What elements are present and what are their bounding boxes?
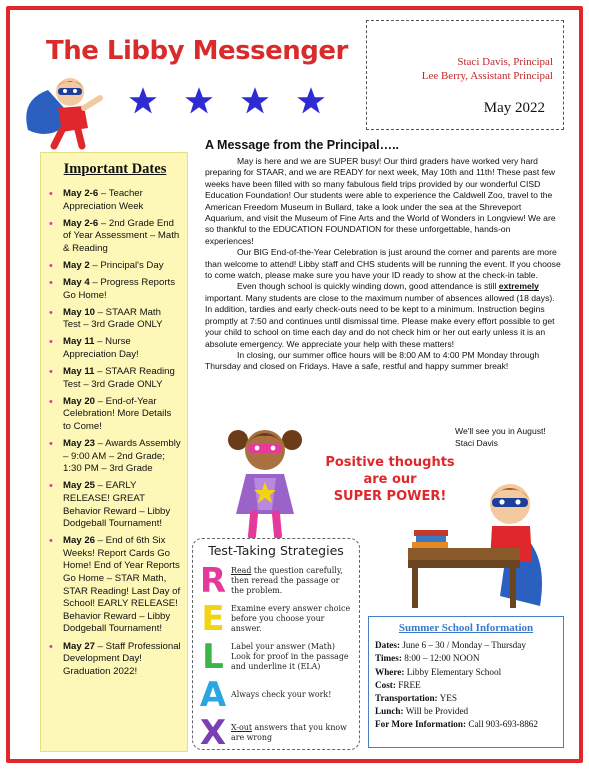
newsletter-title: The Libby Messenger <box>46 36 348 66</box>
strategy-letter: R <box>199 561 227 601</box>
summer-info-row: Lunch: Will be Provided <box>375 706 469 717</box>
date-item: • May 2-6 – Teacher Appreciation Week <box>49 188 181 213</box>
strategy-text: X-out answers that you know are wrong <box>231 723 347 742</box>
principal-name: Staci Davis, Principal <box>457 56 553 68</box>
message-paragraph: Our BIG End-of-the-Year Celebration is just around the corner and parents are more than welcome to attend! Libby staff and CHS students will be running the event. If you choose to come watch, please make sure you have your ID ready to show at the check-in table. <box>205 247 561 281</box>
star-icon <box>240 86 270 116</box>
slogan: Positive thoughts are our SUPER POWER! <box>325 455 455 504</box>
date-item: • May 11 – Nurse Appreciation Day! <box>49 336 181 361</box>
superhero-boy-illustration <box>18 70 108 150</box>
message-paragraph: Even though school is quickly winding down, good attendance is still extremely important. Many students are close to the maximum number of absences allowed (18 days). In addition, tardies and early check-outs need to be kept to a minimum. Instruction begins promptly at 7:50 and continues until dismissal time. Please make every effort possible to get your child to school on time each day and do not check him or her out early unless it is an absolute emergency. We appreciate your help with these matters! <box>205 281 555 349</box>
summer-school-info <box>368 616 564 748</box>
date-item: • May 27 – Staff Professional Development Day! Graduation 2022! <box>49 641 181 679</box>
summer-info-row: Cost: FREE <box>375 679 421 690</box>
assistant-principal-name: Lee Berry, Assistant Principal <box>421 70 553 82</box>
important-dates-title: Important Dates <box>63 161 167 177</box>
summer-info-row: Where: Libby Elementary School <box>375 666 502 677</box>
date-item: • May 23 – Awards Assembly – 9:00 AM – 2nd Grade; 1:30 PM – 3rd Grade <box>49 438 181 476</box>
strategy-text: Always check your work! <box>231 690 332 699</box>
boy-at-desk-illustration <box>400 466 560 616</box>
strategy-row <box>199 714 353 752</box>
message-title: A Message from the Principal….. <box>205 138 400 152</box>
test-taking-strategies <box>192 538 360 753</box>
message-paragraph: May is here and we are SUPER busy! Our third graders have worked very hard preparing for STAAR, and we are READY for next week, May 10th and 11th! These past few weeks have been filled with so many fabulous field trips provided by our wonderful CISD Education Foundation! Our students were able to experience the Caldwell Zoo, travel to the American Freedom Museum in Bullard, take a look under the sea at the Shreveport Aquarium, and visit the Museum of Fine Arts and the World of Wonders in Longview! We are so thankful to the EDUCATION FOUNDATION for these unforgettable, hands-on experiences! <box>205 156 556 246</box>
emphasis-text: extremely <box>498 281 539 292</box>
summer-info-row: Dates: June 6 – 30 / Monday – Thursday <box>375 640 526 651</box>
date-item: • May 10 – STAAR Math Test – 3rd Grade ONLY <box>49 307 181 332</box>
date-item: • May 20 – End-of-Year Celebration! More Details to Come! <box>49 396 181 434</box>
summer-info-row: Times: 8:00 – 12:00 NOON <box>375 653 480 664</box>
issue-date: May 2022 <box>483 100 545 116</box>
strategy-letter: A <box>199 675 227 715</box>
strategy-row <box>199 638 353 676</box>
date-item: • May 2 – Principal's Day <box>49 260 181 273</box>
superhero-girl-illustration <box>224 418 306 540</box>
strategies-title: Test-Taking Strategies <box>208 543 344 558</box>
signoff-line: We'll see you in August! <box>455 426 546 436</box>
strategy-letter: X <box>199 713 227 753</box>
star-icon <box>296 86 326 116</box>
strategy-text: Read the question carefully, then reread the passage or the problem. <box>231 566 343 595</box>
signoff <box>455 425 546 449</box>
star-icon <box>184 86 214 116</box>
important-dates-list <box>49 188 181 678</box>
strategy-letter: E <box>201 599 225 639</box>
strategy-text: Examine every answer choice before you choose your answer. <box>231 604 351 633</box>
date-item: • May 2-6 – 2nd Grade End of Year Assessment – Math & Reading <box>49 218 181 256</box>
message-paragraph: In closing, our summer office hours will be 8:00 AM to 4:00 PM Monday through Thursday and closed on Fridays. Have a safe, restful and happy summer break! <box>205 349 540 372</box>
administration-box <box>366 20 564 130</box>
date-item: • May 25 – EARLY RELEASE! GREAT Behavior Reward – Libby Dodgeball Tournament! <box>49 480 181 530</box>
strategy-text: Label your answer (Math) Look for proof in the passage and underline it (ELA) <box>231 642 349 671</box>
summer-info-row: Transportation: YES <box>375 693 457 704</box>
star-icon <box>128 86 158 116</box>
date-item: • May 4 – Progress Reports Go Home! <box>49 277 181 302</box>
principal-message <box>205 156 561 373</box>
date-item: • May 26 – End of 6th Six Weeks! Report Cards Go Home! End of Year Reports Go Home – STAR Math, STAR Reading! Last Day of School! EARLY RELEASE! Behavior Reward – Libby Dodgeball Tournament! <box>49 535 181 636</box>
strategy-row <box>199 600 353 638</box>
strategy-row <box>199 676 353 714</box>
strategy-letter: L <box>202 637 224 677</box>
date-item: • May 11 – STAAR Reading Test – 3rd Grade ONLY <box>49 366 181 391</box>
summer-school-title: Summer School Information <box>398 622 534 634</box>
important-dates-sidebar <box>40 152 188 752</box>
strategy-row <box>199 562 353 600</box>
summer-info-row: For More Information: Call 903-693-8862 <box>375 719 538 730</box>
star-row <box>128 86 326 116</box>
signoff-name: Staci Davis <box>455 438 498 448</box>
